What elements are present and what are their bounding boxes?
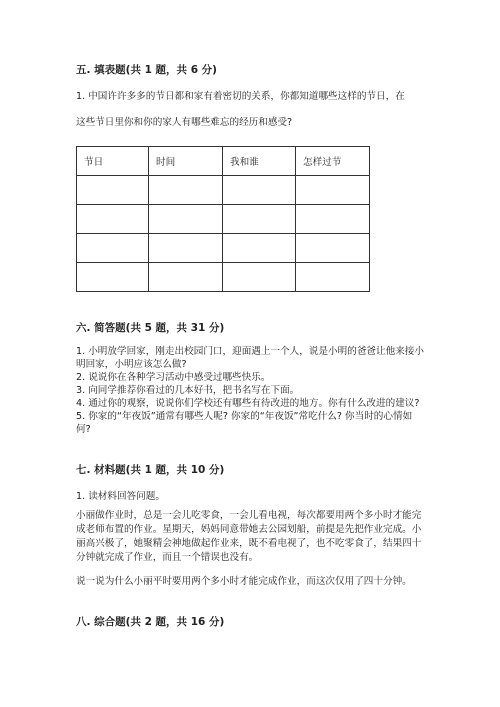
section-5-question-1-line-2: 这些节日里你和你的家人有哪些难忘的经历和感受? <box>76 117 293 128</box>
table-cell[interactable] <box>223 234 296 263</box>
festival-table <box>76 146 370 292</box>
section-7-question-1-title: 1. 读材料回答问题。 <box>76 491 165 502</box>
table-cell[interactable] <box>77 263 149 292</box>
table-header-with-whom: 我和谁 <box>223 147 296 176</box>
material-question: 说一说为什么小丽平时要用两个多小时才能完成作业，而这次仅用了四十分钟。 <box>76 576 412 587</box>
table-cell[interactable] <box>223 205 296 234</box>
section-6-question-4: 4. 通过你的观察，说说你们学校还有哪些有待改进的地方。你有什么改进的建议? <box>76 398 420 409</box>
section-7-question <box>76 575 424 589</box>
material-text: 小丽做作业时，总是一会儿吃零食，一会儿看电视，每次都要用两个多小时才能完成老师布置的作业。星期天，妈妈同意带她去公园划船，前提是先把作业完成。小丽高兴极了，她聚精会神地做起作业来，既不看电视了，也不吃零食了，结果四十分钟就完成了作业，而且一个错误也没有。 <box>76 510 422 563</box>
section-6-question-3: 3. 向同学推荐你看过的几本好书，把书名写在下面。 <box>76 385 300 396</box>
table-row <box>77 234 370 263</box>
table-row <box>77 263 370 292</box>
section-8-heading: 八. 综合题(共 2 题，共 16 分) <box>76 616 225 628</box>
section-6-question-1: 1. 小明放学回家，刚走出校园门口，迎面遇上一个人，说是小明的爸爸让他来接小明回家，小明应该怎么做? <box>76 346 424 370</box>
table-cell[interactable] <box>223 263 296 292</box>
table-cell[interactable] <box>296 176 370 205</box>
section-5-heading: 五. 填表题(共 1 题，共 6 分) <box>76 64 217 76</box>
table-cell[interactable] <box>296 234 370 263</box>
table-cell[interactable] <box>296 263 370 292</box>
section-5-question-1-line-1: 1. 中国许许多多的节日都和家有着密切的关系，你都知道哪些这样的节日，在 <box>76 91 405 102</box>
table-cell[interactable] <box>77 205 149 234</box>
table-cell[interactable] <box>149 176 223 205</box>
table-header-how-to-celebrate: 怎样过节 <box>296 147 370 176</box>
section-7-heading: 七. 材料题(共 1 题，共 10 分) <box>76 464 225 476</box>
section-7-material <box>76 509 424 565</box>
table-cell[interactable] <box>296 205 370 234</box>
table-row <box>77 176 370 205</box>
table-row <box>77 205 370 234</box>
section-6-question-2: 2. 说说你在各种学习活动中感受过哪些快乐。 <box>76 372 271 383</box>
section-6-heading: 六. 简答题(共 5 题，共 31 分) <box>76 322 225 334</box>
table-header-festival: 节日 <box>77 147 149 176</box>
table-header-time: 时间 <box>149 147 223 176</box>
table-cell[interactable] <box>149 234 223 263</box>
table-cell[interactable] <box>77 176 149 205</box>
table-cell[interactable] <box>149 263 223 292</box>
table-cell[interactable] <box>149 205 223 234</box>
table-cell[interactable] <box>223 176 296 205</box>
table-cell[interactable] <box>77 234 149 263</box>
table-header-row <box>77 147 370 176</box>
section-6-question-5: 5. 你家的“年夜饭”通常有哪些人呢? 你家的“年夜饭”常吃什么? 你当时的心情如何? <box>76 411 413 435</box>
section-6-questions <box>76 345 424 436</box>
